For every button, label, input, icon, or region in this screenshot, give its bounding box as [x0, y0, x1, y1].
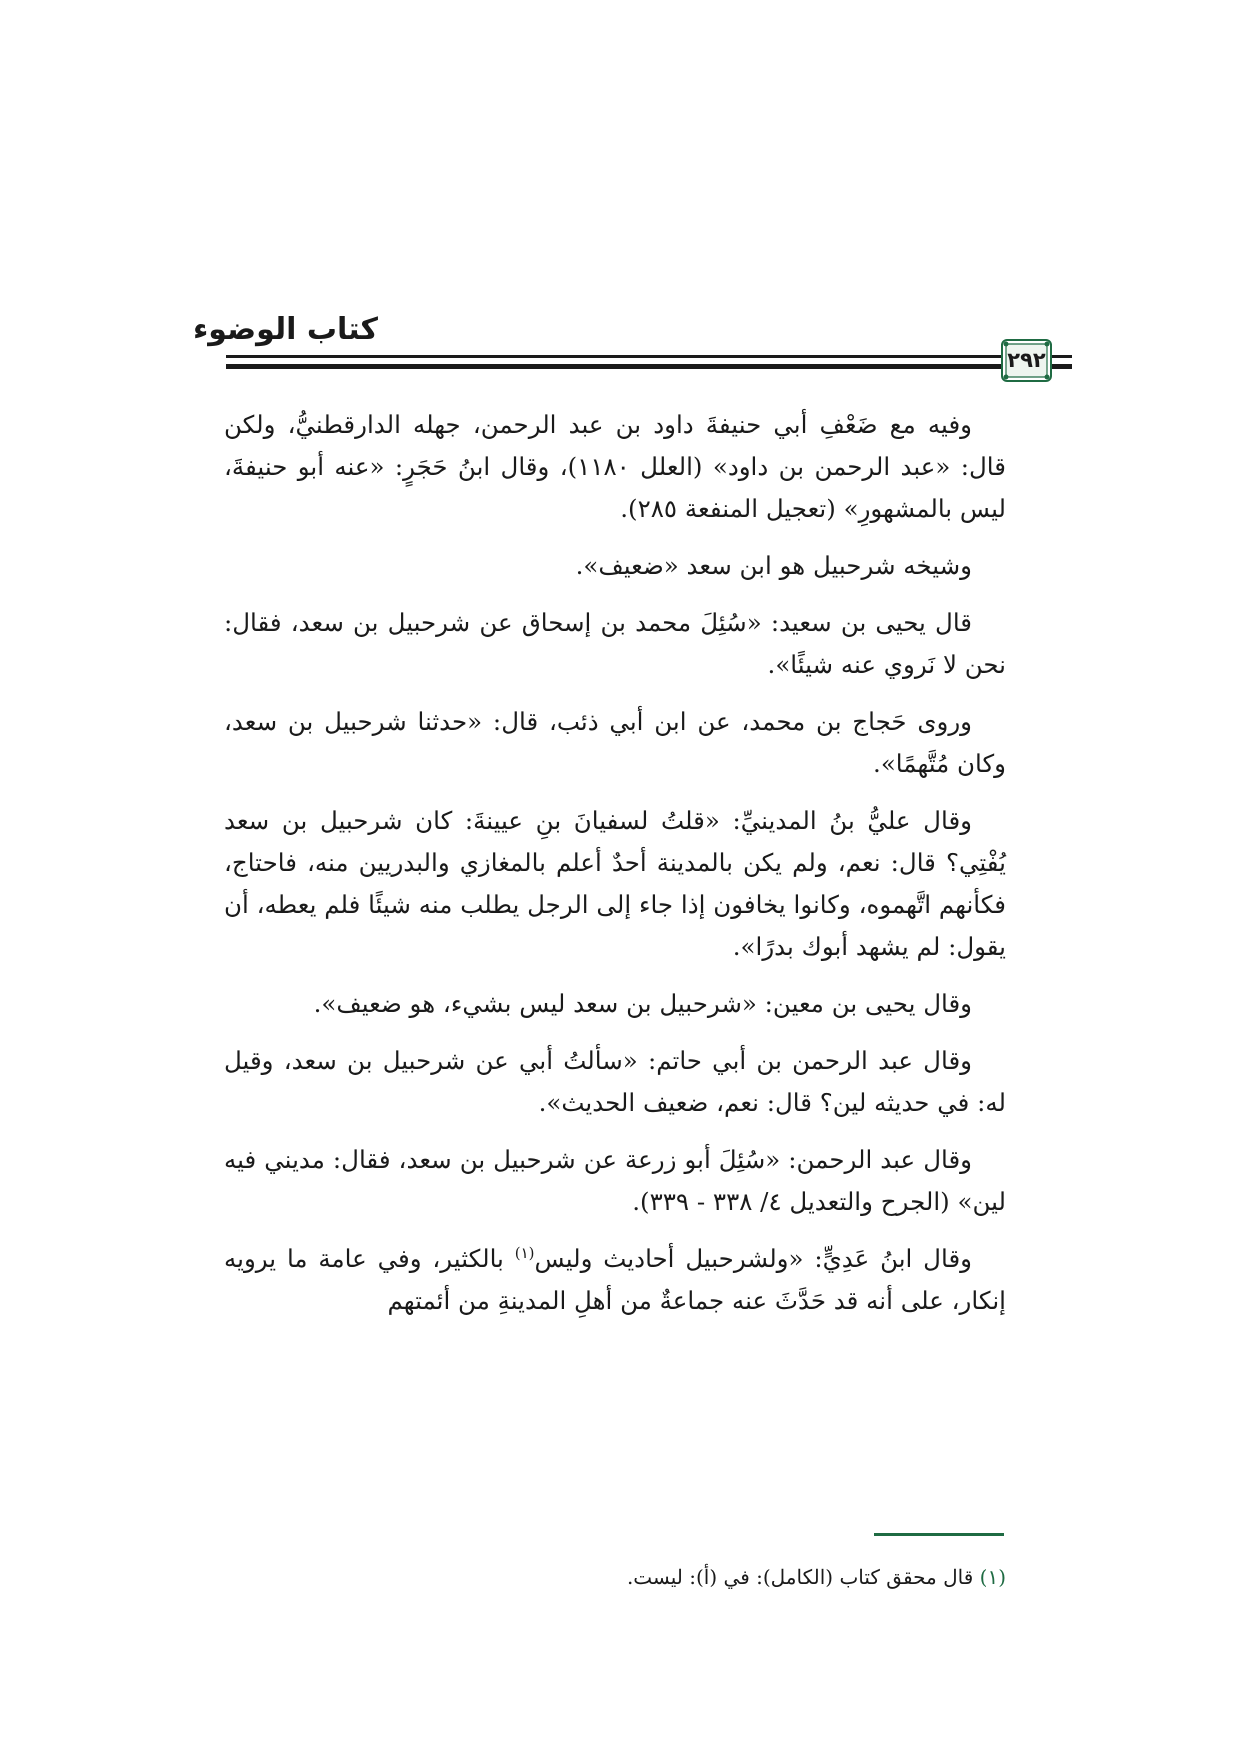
paragraph-4: وروى حَجاج بن محمد، عن ابن أبي ذئب، قال: «حدثنا شرحبيل بن سعد، وكان مُتَّهمًا». [224, 707, 1006, 778]
paragraph-8: وقال عبد الرحمن: «سُئِلَ أبو زرعة عن شرحبيل بن سعد، فقال: مديني فيه لين» (الجرح والتعديل ٤/ ٣٣٨ - ٣٣٩). [224, 1145, 1006, 1216]
header-rule-thick [226, 364, 1003, 369]
paragraph-5: وقال عليُّ بنُ المدينيِّ: «قلتُ لسفيانَ بنِ عيينةَ: كان شرحبيل بن سعد يُفْتِي؟ قال: نعم، ولم يكن بالمدينة أحدٌ أعلم بالمغازي والبدريين منه، فاحتاج، فكأنهم اتَّهموه، وكانوا يخافون إذا جاء إلى الرجل يطلب منه شيئًا فلم يعطه، أن يقول: لم يشهد أبوك بدرًا». [224, 806, 1006, 961]
footnote-reference[interactable]: (١) [514, 1243, 535, 1262]
page-number-badge [1001, 339, 1052, 382]
header-rule-stub-thin [1052, 355, 1072, 358]
paragraph-9-end: بالكثير، وفي عامة ما يرويه إنكار، على أنه قد حَدَّثَ عنه جماعةٌ من أهلِ المدينةِ من أئمتهم [224, 1244, 1006, 1315]
paragraph-7: وقال عبد الرحمن بن أبي حاتم: «سألتُ أبي عن شرحبيل بن سعد، وقيل له: في حديثه لين؟ قال: نعم، ضعيف الحديث». [224, 1046, 1006, 1117]
footnote-separator [874, 1533, 1004, 1536]
footnote-text: قال محقق كتاب (الكامل): في (أ): ليست. [626, 1565, 980, 1589]
page-number: ٢٩٢ [1007, 348, 1046, 372]
paragraph-1: وفيه مع ضَعْفِ أبي حنيفةَ داود بن عبد الرحمن، جهله الدارقطنيُّ، ولكن قال: «عبد الرحمن بن داود» (العلل ١١٨٠)، وقال ابنُ حَجَرٍ: «عنه أبو حنيفةَ، ليس بالمشهورِ» (تعجيل المنفعة ٢٨٥). [224, 410, 1006, 523]
footnote [224, 1562, 1006, 1592]
header-rule-stub-thick [1052, 364, 1072, 369]
paragraph-9 [224, 1238, 1006, 1322]
paragraph-6: وقال يحيى بن معين: «شرحبيل بن سعد ليس بشيء، هو ضعيف». [313, 989, 972, 1018]
paragraph-2: وشيخه شرحبيل هو ابن سعد «ضعيف». [575, 551, 972, 580]
book-title: كتاب الوضوء [192, 312, 378, 347]
main-text [224, 404, 1006, 1337]
paragraph-9-start: وقال ابنُ عَدِيٍّ: «ولشرحبيل أحاديث وليس [534, 1244, 972, 1273]
paragraph-3: قال يحيى بن سعيد: «سُئِلَ محمد بن إسحاق عن شرحبيل بن سعد، فقال: نحن لا نَروي عنه شيئًا». [224, 608, 1006, 679]
header-rule-thin [226, 355, 1003, 358]
footnote-number: (١) [979, 1565, 1006, 1589]
